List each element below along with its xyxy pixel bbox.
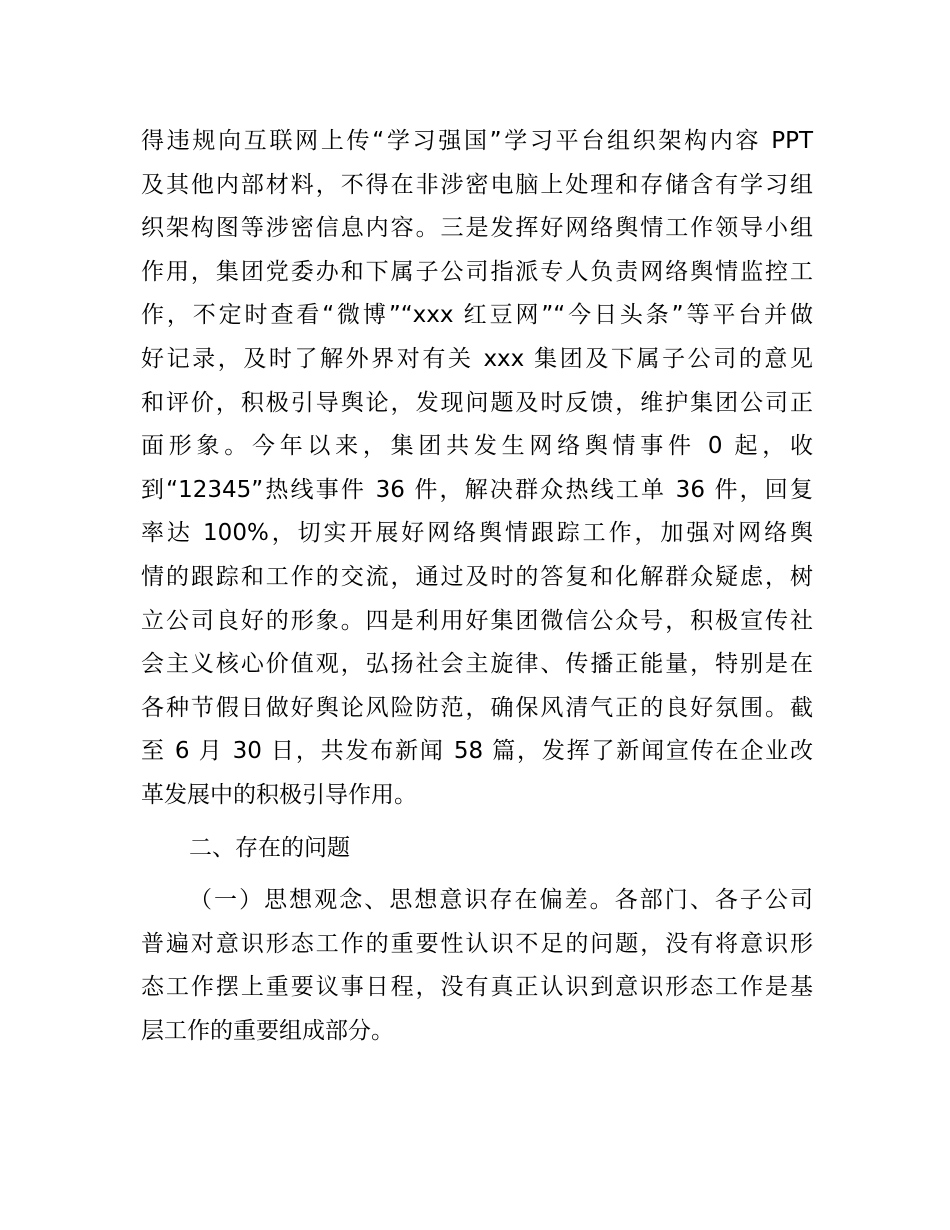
paragraph-problem-one — [141, 879, 813, 1053]
text-line: 得违规向互联网上传“学习强国”学习平台组织架构内容 PPT — [141, 128, 813, 154]
text-line: 作用，集团党委办和下属子公司指派专人负责网络舆情监控工 — [141, 258, 813, 285]
section-heading-text: 二、存在的问题 — [189, 834, 350, 861]
text-line: 革发展中的积极引导作用。 — [141, 781, 417, 808]
paragraph-network-public-opinion — [141, 120, 813, 818]
text-line: 到“12345”热线事件 36 件，解决群众热线工单 36 件，回复 — [141, 476, 813, 503]
text-line: （一）思想观念、思想意识存在偏差。各部门、各子公司 — [189, 887, 813, 914]
text-line: 会主义核心价值观，弘扬社会主旋律、传播正能量，特别是在 — [141, 651, 813, 678]
text-line: 情的跟踪和工作的交流，通过及时的答复和化解群众疑虑，树 — [141, 563, 813, 590]
text-line: 作，不定时查看“微博”“xxx 红豆网”“今日头条”等平台并做 — [141, 302, 813, 329]
text-line: 普遍对意识形态工作的重要性认识不足的问题，没有将意识形 — [141, 930, 813, 957]
text-line: 态工作摆上重要议事日程，没有真正认识到意识形态工作是基 — [141, 974, 813, 1001]
text-line: 织架构图等涉密信息内容。三是发挥好网络舆情工作领导小组 — [141, 215, 813, 242]
document-body — [141, 120, 813, 1053]
text-line: 面形象。今年以来，集团共发生网络舆情事件 0 起，收 — [141, 433, 813, 460]
text-line: 各种节假日做好舆论风险防范，确保风清气正的良好氛围。截 — [141, 694, 813, 721]
text-line: 及其他内部材料，不得在非涉密电脑上处理和存储含有学习组 — [141, 171, 813, 198]
text-line: 好记录，及时了解外界对有关 xxx 集团及下属子公司的意见 — [141, 345, 813, 372]
section-heading — [141, 827, 813, 871]
text-line: 至 6 月 30 日，共发布新闻 58 篇，发挥了新闻宣传在企业改 — [141, 738, 813, 765]
text-line: 和评价，积极引导舆论，发现问题及时反馈，维护集团公司正 — [141, 389, 813, 416]
text-line: 率达 100%，切实开展好网络舆情跟踪工作，加强对网络舆 — [141, 520, 813, 547]
text-line: 立公司良好的形象。四是利用好集团微信公众号，积极宣传社 — [141, 607, 813, 634]
text-line: 层工作的重要组成部分。 — [141, 1017, 394, 1044]
